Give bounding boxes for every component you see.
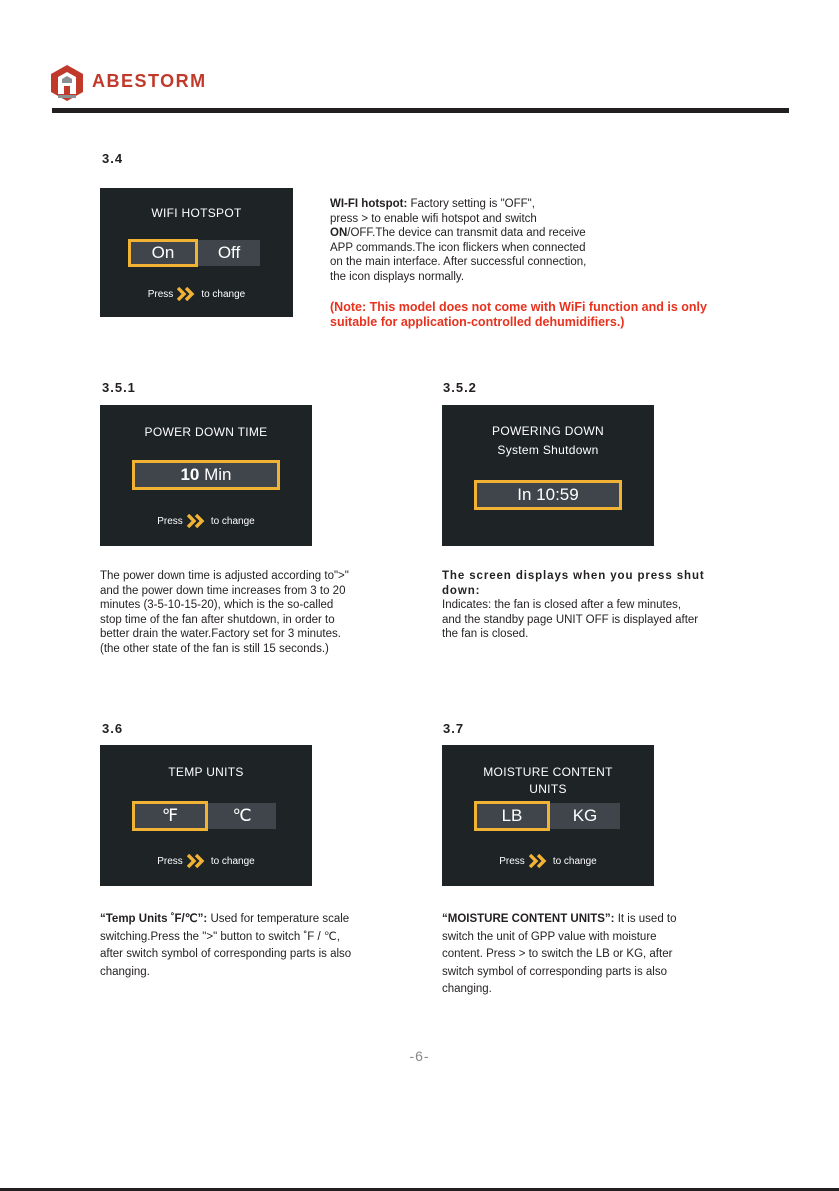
wifi-hotspot-screen bbox=[100, 188, 293, 317]
power-down-time-screen bbox=[100, 405, 312, 546]
option-fahrenheit: ℉ bbox=[132, 801, 208, 831]
desc-line: after switch symbol of corresponding parts is also bbox=[100, 948, 352, 961]
desc-line: switch symbol of corresponding parts is also bbox=[442, 965, 667, 978]
desc-on-label: ON bbox=[330, 227, 348, 240]
desc-line: stop time of the fan after shutdown, in order to bbox=[100, 613, 335, 626]
temp-unit-selector bbox=[132, 801, 276, 831]
desc-heading: down: bbox=[442, 584, 481, 597]
page-number: -6- bbox=[409, 1048, 430, 1064]
moisture-unit-selector bbox=[474, 801, 620, 831]
desc-line: on the main interface. After successful connection, bbox=[330, 256, 587, 269]
powering-down-description bbox=[442, 569, 742, 642]
desc-line: It is used to bbox=[614, 913, 677, 925]
on-off-selector bbox=[128, 239, 260, 267]
option-celsius: ℃ bbox=[208, 803, 276, 829]
desc-line: (the other state of the fan is still 15 seconds.) bbox=[100, 642, 329, 655]
desc-line: switching.Press the ">" button to switch ˚F / ℃, bbox=[100, 930, 340, 943]
section-number-3-5-2: 3.5.2 bbox=[443, 380, 477, 395]
desc-line: switch the unit of GPP value with moisture bbox=[442, 930, 657, 943]
powering-down-screen bbox=[442, 405, 654, 546]
power-down-value-box bbox=[132, 460, 280, 490]
desc-line: changing. bbox=[442, 983, 492, 996]
to-change-label: to change bbox=[210, 855, 255, 867]
power-down-unit: Min bbox=[199, 465, 232, 484]
press-to-change-hint bbox=[100, 514, 312, 528]
desc-line: content. Press > to switch the LB or KG, after bbox=[442, 948, 673, 961]
screen-title: POWER DOWN TIME bbox=[144, 425, 268, 439]
desc-line: Used for temperature scale bbox=[207, 913, 350, 925]
shutdown-countdown-box: In 10:59 bbox=[474, 480, 622, 510]
brand-name: ABESTORM bbox=[92, 71, 207, 91]
to-change-label: to change bbox=[201, 288, 246, 300]
option-kg: KG bbox=[550, 803, 620, 829]
press-to-change-hint bbox=[100, 854, 312, 868]
to-change-label: to change bbox=[210, 515, 255, 527]
desc-line: Indicates: the fan is closed after a few minutes, bbox=[442, 599, 682, 612]
double-chevron-right-icon bbox=[187, 854, 207, 868]
section-number-3-5-1: 3.5.1 bbox=[102, 380, 136, 395]
to-change-label: to change bbox=[552, 855, 597, 867]
desc-line: better drain the water.Factory set for 3 minutes. bbox=[100, 628, 341, 641]
screen-subtitle: System Shutdown bbox=[497, 443, 599, 457]
wifi-note bbox=[330, 300, 800, 330]
screen-title: TEMP UNITS bbox=[168, 765, 244, 779]
power-down-value: 10 bbox=[180, 465, 200, 484]
desc-line: minutes (3-5-10-15-20), which is the so-called bbox=[100, 599, 334, 612]
section-number-3-4: 3.4 bbox=[102, 151, 124, 166]
note-line: suitable for application-controlled dehumidifiers.) bbox=[330, 315, 625, 329]
press-to-change-hint bbox=[100, 287, 293, 301]
press-label: Press bbox=[157, 515, 183, 527]
abestorm-logo-icon bbox=[50, 64, 84, 102]
desc-line: Factory setting is "OFF", bbox=[407, 198, 535, 210]
header-rule bbox=[52, 108, 789, 113]
screen-title: UNITS bbox=[529, 782, 567, 796]
desc-line: and the standby page UNIT OFF is displayed after bbox=[442, 613, 699, 626]
double-chevron-right-icon bbox=[177, 287, 197, 301]
desc-heading: The screen displays when you press shut bbox=[442, 570, 705, 582]
wifi-hotspot-label: WI-FI hotspot: bbox=[330, 198, 408, 210]
temp-units-screen bbox=[100, 745, 312, 886]
screen-title: MOISTURE CONTENT bbox=[483, 765, 613, 779]
double-chevron-right-icon bbox=[187, 514, 207, 528]
temp-units-label: “Temp Units ˚F/℃”: bbox=[100, 913, 208, 925]
double-chevron-right-icon bbox=[529, 854, 549, 868]
desc-line: press > to enable wifi hotspot and switch bbox=[330, 212, 537, 225]
moisture-units-label: “MOISTURE CONTENT UNITS”: bbox=[442, 913, 615, 925]
desc-line: /OFF.The device can transmit data and receive bbox=[347, 227, 586, 240]
section-number-3-6: 3.6 bbox=[102, 721, 124, 736]
desc-line: the icon displays normally. bbox=[330, 270, 465, 283]
desc-line: changing. bbox=[100, 965, 150, 978]
section-number-3-7: 3.7 bbox=[443, 721, 465, 736]
option-off: Off bbox=[198, 240, 260, 266]
desc-line: the fan is closed. bbox=[442, 628, 529, 641]
power-down-time-description bbox=[100, 569, 420, 657]
temp-units-description bbox=[100, 911, 420, 981]
press-label: Press bbox=[157, 855, 183, 867]
option-lb: LB bbox=[474, 801, 550, 831]
press-label: Press bbox=[499, 855, 525, 867]
note-line: (Note: This model does not come with WiFi function and is only bbox=[330, 300, 707, 314]
press-label: Press bbox=[147, 288, 174, 300]
moisture-units-description bbox=[442, 911, 762, 999]
wifi-hotspot-description bbox=[330, 197, 790, 285]
press-to-change-hint bbox=[442, 854, 654, 868]
moisture-units-screen bbox=[442, 745, 654, 886]
desc-line: and the power down time increases from 3 to 20 bbox=[100, 584, 346, 597]
screen-title: POWERING DOWN bbox=[492, 424, 604, 438]
screen-title: WIFI HOTSPOT bbox=[151, 206, 242, 220]
option-on: On bbox=[128, 239, 198, 267]
desc-line: APP commands.The icon flickers when connected bbox=[330, 241, 586, 254]
desc-line: The power down time is adjusted according to">" bbox=[100, 570, 349, 582]
